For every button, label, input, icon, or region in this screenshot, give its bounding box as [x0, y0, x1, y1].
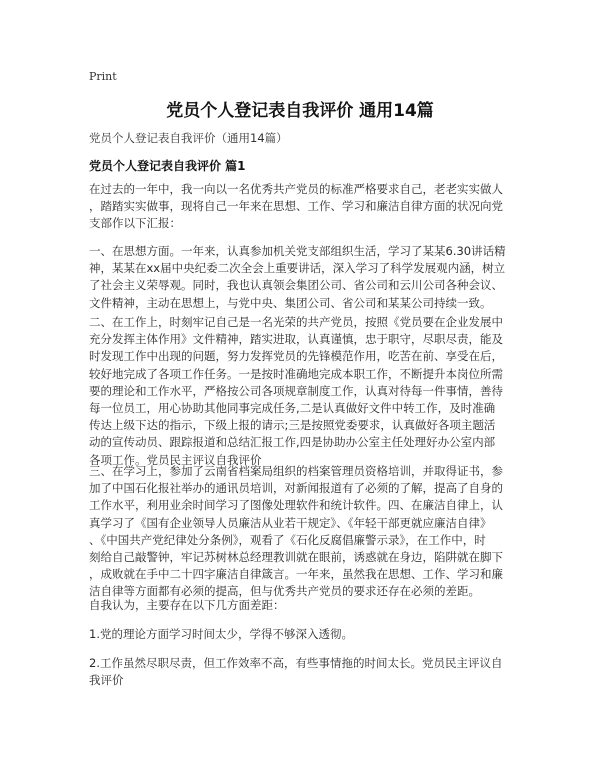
paragraph-intro — [89, 181, 529, 233]
text-line: ，成败就在手中二十四字廉洁自律箴言。一年来，虽然我在思想、工作、学习和廉 — [89, 567, 503, 582]
text-line: 、《中国共产党纪律处分条例》，观看了《石化反腐倡廉警示录》，在工作中，时 — [89, 532, 486, 547]
text-line: 我评价 — [89, 673, 124, 688]
paragraph-gap-1 — [89, 626, 529, 643]
text-line: 各项工作。党员民主评议自我评价 — [89, 452, 262, 467]
text-line: 要的理论和工作水平，严格按公司各项规章制度工作，认真对待每一件事情，善待 — [89, 383, 503, 398]
section-heading: 党员个人登记表自我评价 篇1 — [89, 159, 246, 173]
text-line: 动的宣传动员、跟踪报道和总结汇报工作,四是协助办公室主任处理好办公室内部 — [89, 435, 496, 450]
document-subtitle: 党员个人登记表自我评价（通用14篇） — [89, 131, 288, 145]
paragraph-study — [89, 463, 529, 601]
text-line: 三、在学习上，参加了云南省档案局组织的档案管理员资格培训，并取得证书，参 — [89, 464, 503, 478]
text-line: 神，某某在xx届中央纪委二次全会上重要讲话，深入学习了科学发展观内涵，树立 — [89, 261, 506, 276]
text-line: 洁自律等方面都有必须的提高，但与优秀共产党员的要求还存在必须的差距。 — [89, 584, 480, 599]
text-line: 支部作以下汇报： — [89, 216, 181, 231]
text-line: 刻给自己敲警钟，牢记苏树林总经理教训就在眼前，诱惑就在身边，陷阱就在脚下 — [89, 550, 503, 565]
text-line: 了社会主义荣辱观。同时，我也认真领会集团公司、省公司和云川公司各种会议、 — [89, 278, 503, 293]
text-line: 1.党的理论方面学习时间太少，学得不够深入透彻。 — [89, 627, 353, 641]
paragraph-gaps-intro — [89, 597, 529, 614]
text-line: 自我认为，主要存在以下几方面差距： — [89, 598, 285, 612]
document-title: 党员个人登记表自我评价 通用14篇 — [166, 101, 434, 121]
text-line: 充分发挥主体作用》文件精神，踏实进取，认真谨慎，忠于职守，尽职尽责，能及 — [89, 332, 503, 347]
text-line: 2.工作虽然尽职尽责，但工作效率不高，有些事情拖的时间太长。党员民主评议自 — [89, 656, 503, 670]
text-line: 工作水平，利用业余时间学习了图像处理软件和统计软件。四、在廉洁自律上，认 — [89, 498, 503, 513]
text-line: ，踏踏实实做事，现将自己一年来在思想、工作、学习和廉洁自律方面的状况向党 — [89, 199, 503, 214]
print-label[interactable]: Print — [89, 70, 117, 83]
paragraph-gap-2 — [89, 655, 529, 689]
paragraph-work — [89, 314, 529, 469]
text-line: 加了中国石化报社举办的通讯员培训，对新闻报道有了必须的了解，提高了自身的 — [89, 481, 503, 496]
paragraph-thinking — [89, 243, 529, 312]
text-line: 一、在思想方面。一年来，认真参加机关党支部组织生活，学习了某某6.30讲话精 — [89, 244, 506, 258]
text-line: 文件精神，主动在思想上，与党中央、集团公司、省公司和某某公司持续一致。 — [89, 295, 492, 310]
text-line: 较好地完成了各项工作任务。一是按时准确地完成本职工作，不断提升本岗位所需 — [89, 366, 503, 381]
text-line: 真学习了《国有企业领导人员廉洁从业若干规定》、《年轻干部更就应廉洁自律》 — [89, 515, 492, 530]
text-line: 在过去的一年中，我一向以一名优秀共产党员的标准严格要求自己，老老实实做人 — [89, 182, 503, 196]
text-line: 每一位员工，用心协助其他同事完成任务,二是认真做好文件中转工作，及时准确 — [89, 401, 496, 416]
text-line: 传达上级下达的指示，下级上报的请示;三是按照党委要求，认真做好各项主题活 — [89, 418, 496, 433]
text-line: 时发现工作中出现的问题，努力发挥党员的先锋模范作用，吃苦在前、享受在后， — [89, 349, 503, 364]
text-line: 二、在工作上，时刻牢记自己是一名光荣的共产党员，按照《党员要在企业发展中 — [89, 315, 503, 329]
